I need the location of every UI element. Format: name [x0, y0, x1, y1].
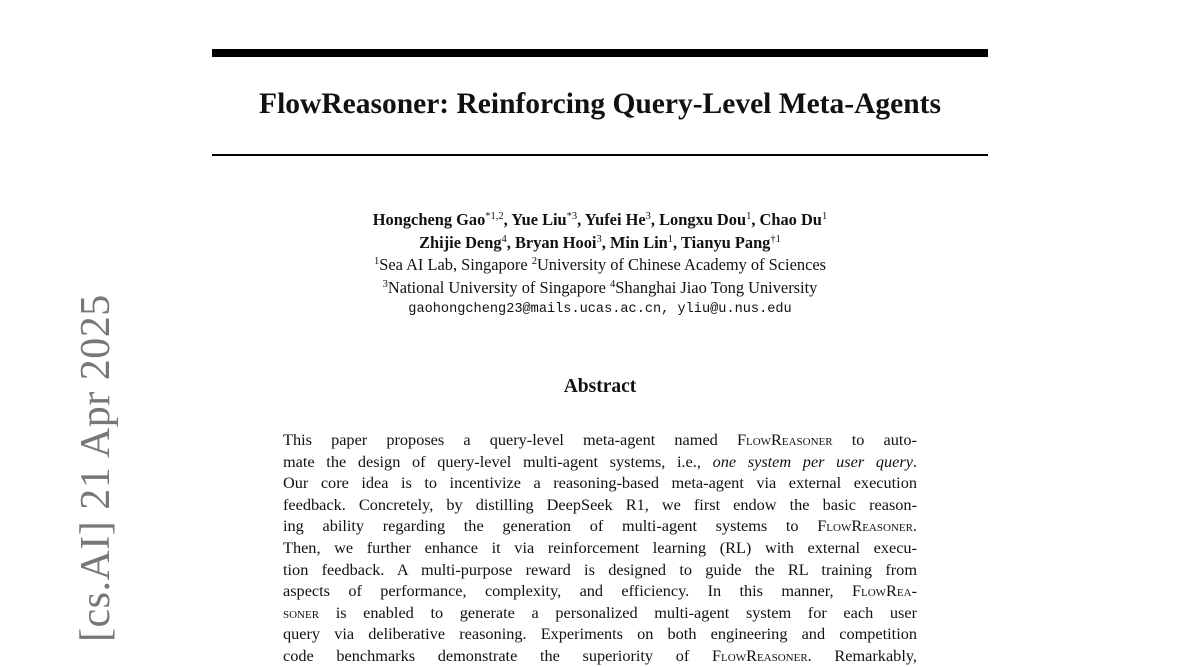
author-name: Zhijie Deng: [419, 232, 502, 252]
abstract-text: one system per user query: [712, 451, 913, 471]
system-name: FlowReasoner: [736, 430, 833, 449]
author-affiliation-mark: †1: [770, 233, 781, 245]
affiliation-name: Sea AI Lab, Singapore: [379, 255, 532, 275]
paper-title: FlowReasoner: Reinforcing Query-Level Meta-Agents: [259, 88, 941, 120]
abstract-text: mate the design of query-level multi-agent systems, i.e.,: [283, 451, 713, 471]
author-name: Hongcheng Gao: [372, 210, 486, 229]
affiliation-line-2: [212, 277, 988, 300]
abstract-line: [283, 494, 917, 516]
affiliation-name: Shanghai Jiao Tong University: [615, 277, 818, 297]
abstract-line: [283, 515, 917, 537]
author-name: Yue Liu: [511, 210, 567, 229]
abstract-body: [283, 429, 917, 667]
abstract-line: [283, 580, 917, 602]
abstract-line: [283, 429, 917, 451]
separator: ,: [673, 232, 681, 252]
separator: ,: [506, 232, 515, 252]
abstract-text: . Remarkably,: [807, 645, 917, 665]
separator: ,: [577, 210, 585, 229]
author-emails: gaohongcheng23@mails.ucas.ac.cn, yliu@u.nus.edu: [408, 302, 792, 318]
author-name: Longxu Dou: [659, 210, 747, 229]
affiliation-name: University of Chinese Academy of Sciences: [536, 255, 827, 275]
abstract-text: Then, we further enhance it via reinforcement learning (RL) with external execu-: [283, 537, 917, 557]
author-affiliation-mark: 1: [667, 233, 674, 245]
abstract-text: .: [912, 516, 917, 536]
abstract-text: query via deliberative reasoning. Experiments on both engineering and competition: [283, 624, 917, 644]
author-block: [212, 209, 988, 322]
author-affiliation-mark: *3: [566, 211, 578, 222]
affiliation-number: 2: [531, 256, 537, 268]
separator: ,: [503, 210, 512, 229]
affiliation-number: 3: [382, 278, 388, 290]
author-affiliation-mark: 3: [645, 211, 651, 222]
author-line-2: [212, 232, 988, 255]
system-name: soner: [283, 602, 320, 622]
author-line-1: [212, 209, 988, 232]
affiliation-line-1: [212, 254, 988, 277]
author-name: Yufei He: [584, 210, 646, 229]
affiliation-number: 4: [610, 278, 616, 290]
author-name: Min Lin: [609, 232, 668, 252]
abstract-line: [283, 602, 917, 624]
abstract-text: to auto-: [832, 430, 917, 449]
abstract-text: is enabled to generate a personalized multi-agent system for each user: [319, 602, 917, 622]
abstract-line: [283, 645, 917, 667]
affiliation-number: 1: [373, 256, 380, 268]
arxiv-stamp: [cs.AI] 21 Apr 2025: [73, 294, 119, 642]
abstract-line: [283, 623, 917, 645]
author-affiliation-mark: 1: [746, 211, 752, 222]
abstract-heading: Abstract: [563, 376, 637, 397]
author-affiliation-mark: 3: [596, 233, 602, 245]
abstract-text: aspects of performance, complexity, and efficiency. In this manner,: [283, 581, 852, 601]
abstract-line: [283, 451, 917, 473]
system-name: FlowReasoner: [817, 516, 913, 536]
top-rule: [212, 49, 988, 57]
separator: ,: [601, 232, 610, 252]
separator: ,: [751, 210, 760, 229]
author-affiliation-mark: 1: [821, 211, 828, 222]
author-name: Tianyu Pang: [680, 232, 771, 252]
abstract-text: feedback. Concretely, by distilling DeepSeek R1, we first endow the basic reason-: [283, 494, 917, 514]
abstract-text: This paper proposes a query-level meta-agent named: [283, 430, 737, 449]
abstract-text: .: [912, 451, 917, 471]
author-name: Chao Du: [759, 210, 822, 229]
abstract-line: [283, 559, 917, 581]
affiliation-name: National University of Singapore: [387, 277, 611, 297]
abstract-text: code benchmarks demonstrate the superiority of: [283, 645, 712, 665]
author-affiliation-mark: 4: [501, 233, 507, 245]
abstract-text: tion feedback. A multi-purpose reward is designed to guide the RL training from: [283, 559, 917, 579]
abstract-text: Our core idea is to incentivize a reasoning-based meta-agent via external execution: [283, 473, 917, 493]
system-name: FlowReasoner: [711, 645, 808, 665]
separator: ,: [650, 210, 660, 229]
abstract-line: [283, 472, 917, 494]
system-name: FlowRea-: [851, 581, 917, 601]
author-affiliation-mark: *1,2: [485, 211, 504, 222]
author-name: Bryan Hooi: [514, 232, 597, 252]
abstract-text: ing ability regarding the generation of multi-agent systems to: [283, 516, 818, 536]
title-rule: [212, 154, 988, 156]
abstract-line: [283, 537, 917, 559]
